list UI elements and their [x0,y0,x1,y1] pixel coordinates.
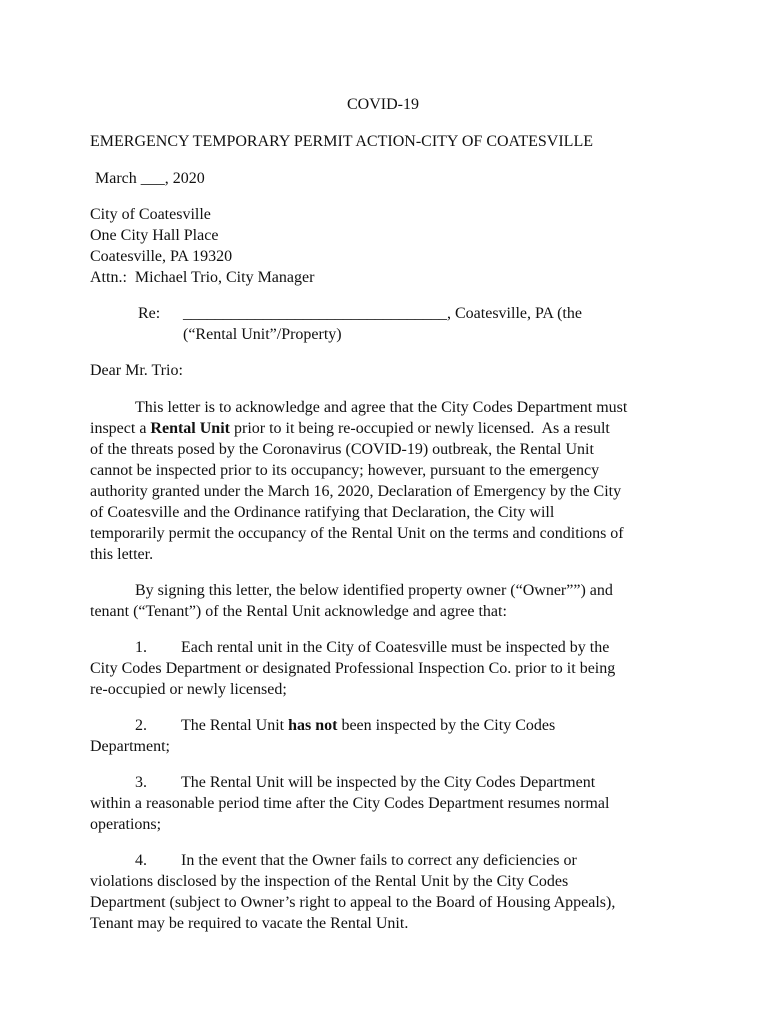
item-number: 1. [135,639,147,656]
text-run: inspect a [90,420,151,437]
item-line: In the event that the Owner fails to correct any deficiencies or [181,852,577,869]
item-line: re-occupied or newly licensed; [90,681,287,698]
item-line: operations; [90,816,162,833]
paragraph-line: temporarily permit the occupancy of the Rental Unit on the terms and conditions of [90,525,624,542]
paragraph-line: of the threats posed by the Coronavirus (COVID-19) outbreak, the Rental Unit [90,441,594,458]
address-line: City of Coatesville [90,206,211,223]
re-text: _________________________________, Coatesville, PA (the [183,305,582,322]
text-run: prior to it being re-occupied or newly licensed. As a result [229,420,610,437]
paragraph-line: cannot be inspected prior to its occupancy; however, pursuant to the emergency [90,462,600,479]
item-number: 2. [135,717,147,734]
text-run: been inspected by the City Codes [337,717,556,734]
address-line: Coatesville, PA 19320 [90,248,233,265]
paragraph-line: authority granted under the March 16, 2020, Declaration of Emergency by the City [90,483,622,500]
item-line: violations disclosed by the inspection of the Rental Unit by the City Codes [90,873,569,890]
paragraph-line: this letter. [90,546,154,563]
item-line: Department; [90,738,170,755]
re-label: Re: [138,305,161,322]
item-line: The Rental Unit will be inspected by the City Codes Department [181,774,596,791]
bold-text-rental-unit: Rental Unit [150,420,230,437]
paragraph-line: of Coatesville and the Ordinance ratifying that Declaration, the City will [90,504,555,521]
item-number: 3. [135,774,147,791]
letter-date: March ___, 2020 [95,170,205,187]
address-line: One City Hall Place [90,227,219,244]
re-text: (“Rental Unit”/Property) [183,326,342,343]
doc-title: COVID-19 [347,96,419,113]
paragraph-line: This letter is to acknowledge and agree that the City Codes Department must [135,399,628,416]
paragraph-line: By signing this letter, the below identified property owner (“Owner””) and [135,582,613,599]
address-line: Attn.: Michael Trio, City Manager [90,269,315,286]
text-run: The Rental Unit [181,717,289,734]
paragraph-line: tenant (“Tenant”) of the Rental Unit acknowledge and agree that: [90,603,507,620]
doc-subtitle: EMERGENCY TEMPORARY PERMIT ACTION-CITY OF COATESVILLE [90,133,593,150]
bold-text-has-not: has not [288,717,338,734]
paragraph-line [90,418,610,439]
item-line: Tenant may be required to vacate the Rental Unit. [90,915,409,932]
item-number: 4. [135,852,147,869]
item-line: within a reasonable period time after the City Codes Department resumes normal [90,795,610,812]
item-line: Each rental unit in the City of Coatesville must be inspected by the [181,639,610,656]
item-line: City Codes Department or designated Professional Inspection Co. prior to it being [90,660,616,677]
item-line: Department (subject to Owner’s right to appeal to the Board of Housing Appeals), [90,894,616,911]
salutation: Dear Mr. Trio: [90,362,183,379]
item-line [181,715,555,736]
